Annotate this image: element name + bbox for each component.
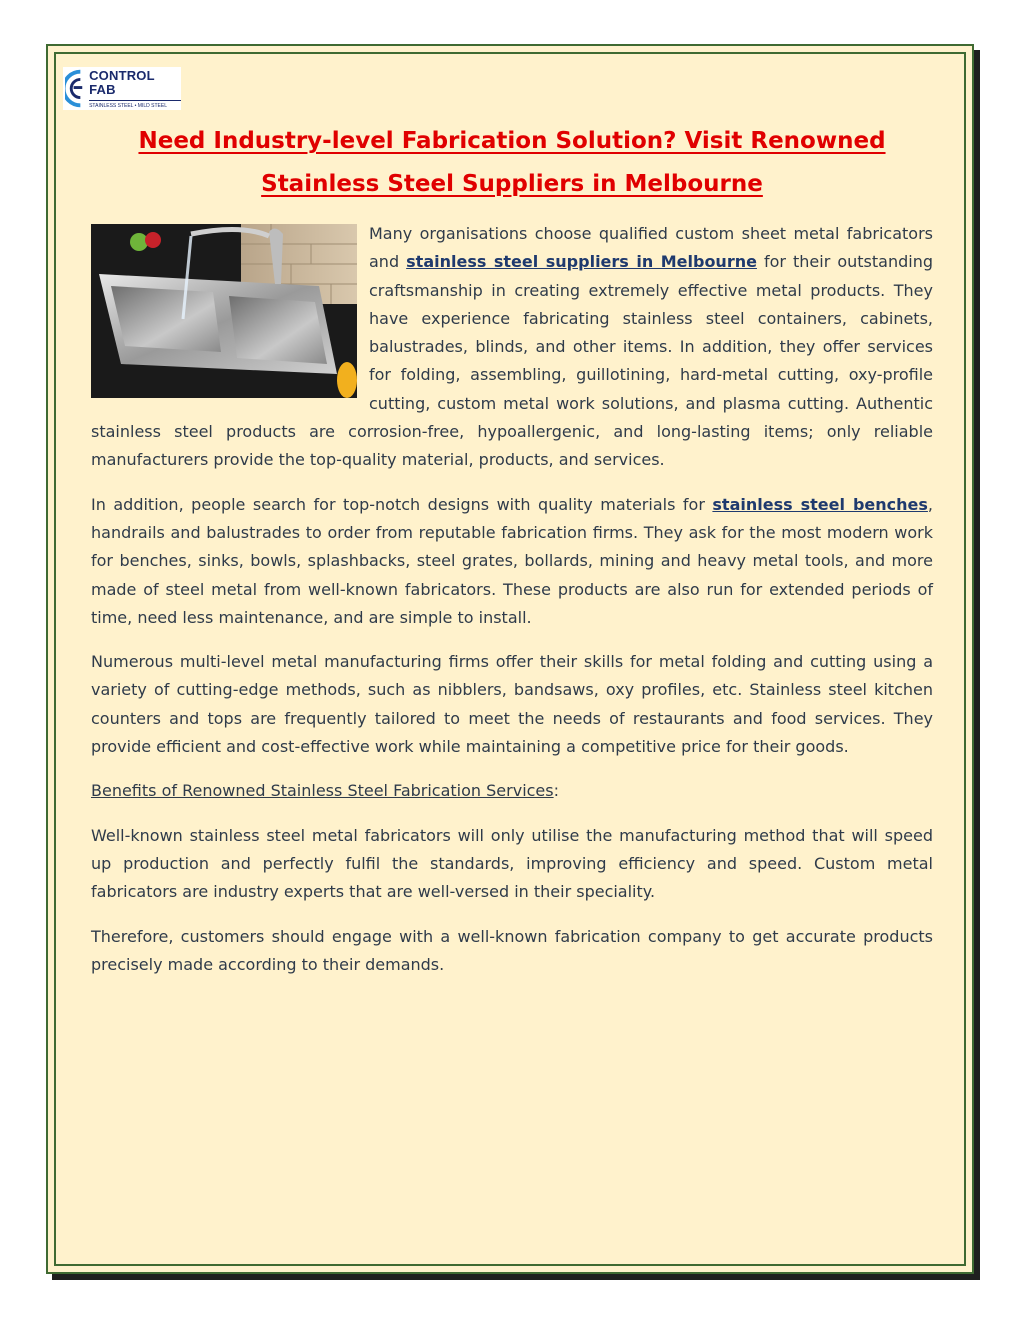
paragraph-5: Therefore, customers should engage with a well-known fabrication company to get accurate products precisely made according to their demands. [91,926,933,974]
paragraph-2-text-start: In addition, people search for top-notch designs with quality materials for [91,494,713,514]
stainless-steel-benches-link[interactable]: stainless steel benches [712,494,928,514]
kitchen-sink-image [91,224,357,398]
paragraph-1-text-end: for their outstanding craftsmanship in creating extremely effective metal products. They have experience fabricating stainless steel containers, cabinets, balustrades, blinds, and other items. In addition, they offer services for folding, assembling, guillotining, hard-metal cutting, oxy-profile cutting, custom metal work solutions, and plasma cutting. Authentic stainless steel products are corrosion-free, hypoallergenic, and long-lasting items; only reliable manufacturers provide the top-quality material, products, and services. [91,252,933,470]
paragraph-4: Well-known stainless steel metal fabricators will only utilise the manufacturing method that will speed up production and perfectly fulfil the standards, improving efficiency and speed. Custom metal fabricators are industry experts that are well-versed in their speciality. [91,825,933,902]
benefits-link[interactable]: Benefits of Renowned Stainless Steel Fabrication Services [91,781,554,801]
logo-tagline: STAINLESS STEEL • MILD STEEL [89,100,181,109]
benefits-heading [91,777,933,805]
stainless-steel-suppliers-link[interactable]: stainless steel suppliers in Melbourne [406,252,757,272]
paragraph-1-text-start: Many organisations choose qualified custom sheet metal fabricators and [369,224,933,272]
paragraph-2 [91,491,933,632]
benefits-heading-suffix: : [553,781,559,801]
logo-mark-icon [65,67,86,110]
article-body [91,220,933,995]
paragraph-2-text-end: , handrails and balustrades to order from reputable fabrication firms. They ask for the most modern work for benches, sinks, bowls, splashbacks, steel grates, bollards, mining and heavy metal tools, and more made of steel metal from well-known fabricators. These products are also run for extended periods of time, need less maintenance, and are simple to install. [91,494,934,627]
logo-text [89,69,181,109]
paragraph-3: Numerous multi-level metal manufacturing firms offer their skills for metal folding and cutting using a variety of cutting-edge methods, such as nibblers, bandsaws, oxy profiles, etc. Stainless steel kitchen counters and tops are frequently tailored to meet the needs of restaurants and food services. They provide efficient and cost-effective work while maintaining a competitive price for their goods. [91,652,933,757]
page-title: Need Industry-level Fabrication Solution? Visit Renowned Stainless Steel Suppliers in Melbourne [138,128,886,197]
company-logo [63,67,181,110]
logo-name: CONTROL FAB [89,67,155,97]
